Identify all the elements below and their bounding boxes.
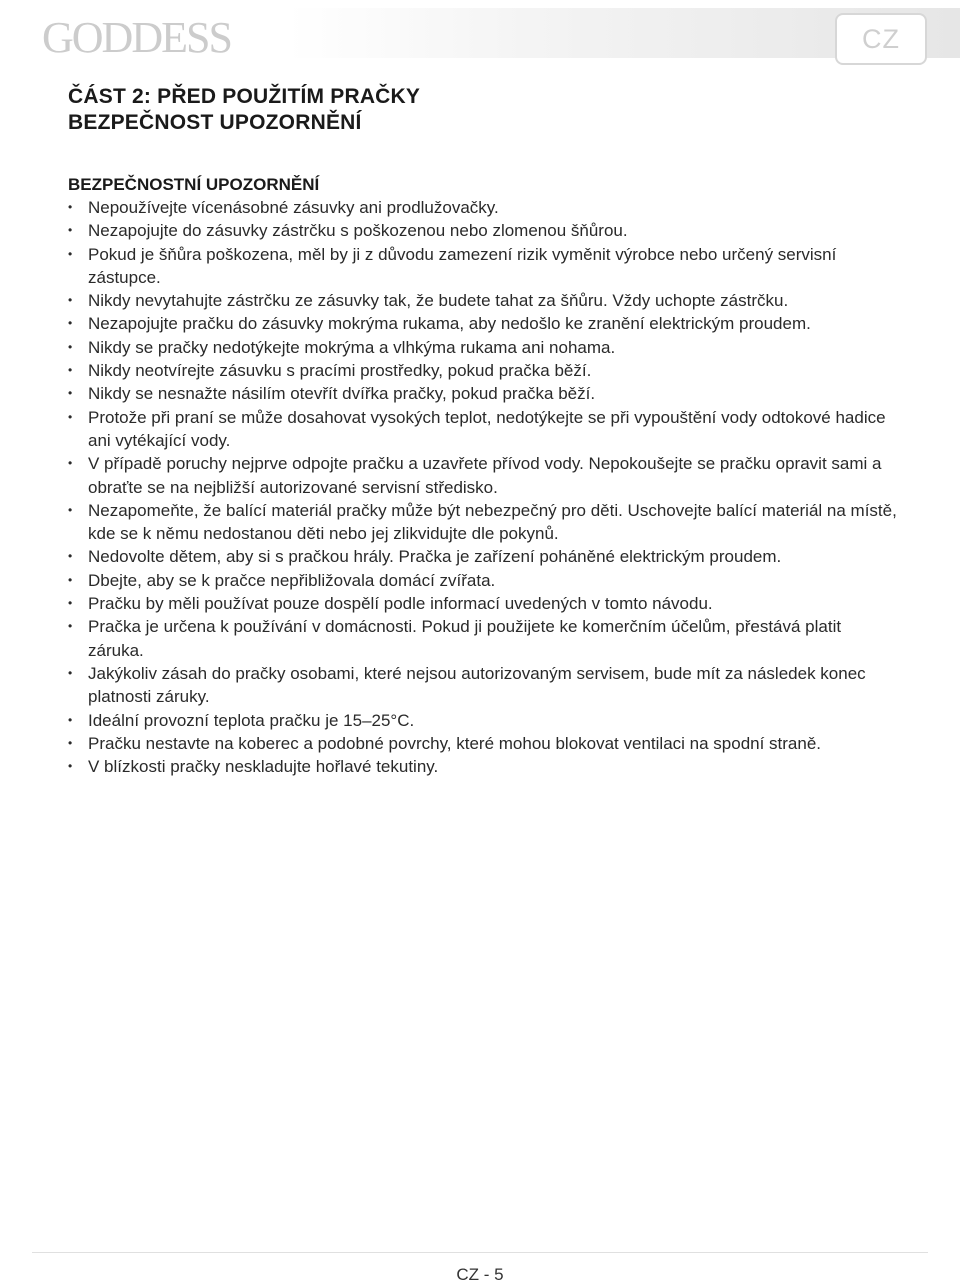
- list-item: [68, 382, 898, 405]
- bullet-icon: •: [68, 409, 73, 424]
- list-item-text: Nikdy nevytahujte zástrčku ze zásuvky tak, že budete tahat za šňůru. Vždy uchopte zástrčku.: [88, 291, 789, 311]
- bullet-icon: •: [68, 665, 73, 680]
- page-number: CZ - 5: [456, 1265, 504, 1284]
- list-item: [68, 219, 898, 242]
- list-item: [68, 499, 898, 546]
- list-item: [68, 312, 898, 335]
- list-item: [68, 196, 898, 219]
- page-title: [68, 84, 420, 136]
- list-item: [68, 755, 898, 778]
- list-item-text: Pračku nestavte na koberec a podobné povrchy, které mohou blokovat ventilaci na spodní straně.: [88, 733, 822, 753]
- list-item: [68, 406, 898, 453]
- list-item: [68, 592, 898, 615]
- bullet-icon: •: [68, 759, 73, 774]
- list-item-text: Nepoužívejte vícenásobné zásuvky ani prodlužovačky.: [88, 198, 499, 217]
- list-item-text: Pokud je šňůra poškozena, měl by ji z důvodu zamezení rizik vyměnit výrobce nebo určený servisní zástupce.: [88, 244, 837, 287]
- header-band: [0, 8, 960, 58]
- list-item: [68, 662, 898, 709]
- brand-logo: [40, 14, 280, 58]
- list-item: [68, 452, 898, 499]
- list-item-text: Pračka je určena k používání v domácnosti. Pokud ji použijete ke komerčním účelům, přestává platit záruka.: [88, 617, 842, 660]
- safety-warnings-list: [68, 196, 898, 778]
- bullet-icon: •: [68, 596, 73, 611]
- list-item-text: Nedovolte dětem, aby si s pračkou hrály. Pračka je zařízení poháněné elektrickým proudem.: [88, 547, 782, 567]
- footer-divider: [32, 1252, 928, 1253]
- bullet-icon: •: [68, 549, 73, 564]
- bullet-icon: •: [68, 316, 73, 331]
- bullet-icon: •: [68, 246, 73, 261]
- bullet-icon: •: [68, 572, 73, 587]
- bullet-icon: •: [68, 223, 73, 238]
- bullet-icon: •: [68, 456, 73, 471]
- list-item-text: Ideální provozní teplota pračku je 15–25°C.: [88, 710, 415, 730]
- list-item: [68, 569, 898, 592]
- list-item-text: Dbejte, aby se k pračce nepřibližovala domácí zvířata.: [88, 570, 496, 590]
- bullet-icon: •: [68, 502, 73, 517]
- list-item-text: Nezapojujte do zásuvky zástrčku s poškozenou nebo zlomenou šňůrou.: [88, 221, 628, 241]
- bullet-icon: •: [68, 712, 73, 727]
- section-heading: BEZPEČNOSTNÍ UPOZORNĚNÍ: [68, 175, 320, 194]
- list-item: [68, 336, 898, 359]
- bullet-icon: •: [68, 200, 73, 214]
- list-item: [68, 545, 898, 568]
- bullet-icon: •: [68, 363, 73, 378]
- brand-logo-text: GODDESS: [42, 14, 231, 58]
- list-item-text: Nikdy se nesnažte násilím otevřít dvířka pračky, pokud pračka běží.: [88, 384, 596, 404]
- list-item-text: Nikdy se pračky nedotýkejte mokrýma a vlhkýma rukama ani nohama.: [88, 337, 616, 357]
- list-item: [68, 243, 898, 290]
- list-item-text: Nezapojujte pračku do zásuvky mokrýma rukama, aby nedošlo ke zranění elektrickým proudem.: [88, 314, 811, 334]
- bullet-icon: •: [68, 386, 73, 401]
- bullet-icon: •: [68, 735, 73, 750]
- list-item-text: Jakýkoliv zásah do pračky osobami, které nejsou autorizovaným servisem, bude mít za následek konec platnosti záruky.: [88, 663, 866, 707]
- page-title-line2: BEZPEČNOST UPOZORNĚNÍ: [68, 111, 362, 134]
- list-item: [68, 289, 898, 312]
- list-item: [68, 709, 898, 732]
- bullet-icon: •: [68, 619, 73, 634]
- list-item-text: Nikdy neotvírejte zásuvku s pracími prostředky, pokud pračka běží.: [88, 361, 592, 381]
- page-title-line1: ČÁST 2: PŘED POUŽITÍM PRAČKY: [68, 85, 421, 108]
- list-item-text: V blízkosti pračky neskladujte hořlavé tekutiny.: [88, 757, 439, 777]
- list-item: [68, 615, 898, 662]
- bullet-icon: •: [68, 293, 73, 308]
- list-item-text: Protože při praní se může dosahovat vysokých teplot, nedotýkejte se při vypouštění vody odtokové hadice ani vytékající vody.: [88, 407, 886, 450]
- list-item: [68, 732, 898, 755]
- bullet-icon: •: [68, 339, 73, 354]
- language-badge: CZ: [835, 13, 927, 65]
- list-item-text: Nezapomeňte, že balící materiál pračky může být nebezpečný pro děti. Uschovejte balící materiál na místě, kde se k němu nedostanou děti nebo jej zlikvidujte dle pokynů.: [88, 500, 897, 544]
- list-item: [68, 359, 898, 382]
- list-item-text: Pračku by měli používat pouze dospělí podle informací uvedených v tomto návodu.: [88, 594, 713, 614]
- list-item-text: V případě poruchy nejprve odpojte pračku a uzavřete přívod vody. Nepokoušejte se pračku opravit sami a obraťte se na nejbližší autorizované servisní středisko.: [88, 454, 882, 497]
